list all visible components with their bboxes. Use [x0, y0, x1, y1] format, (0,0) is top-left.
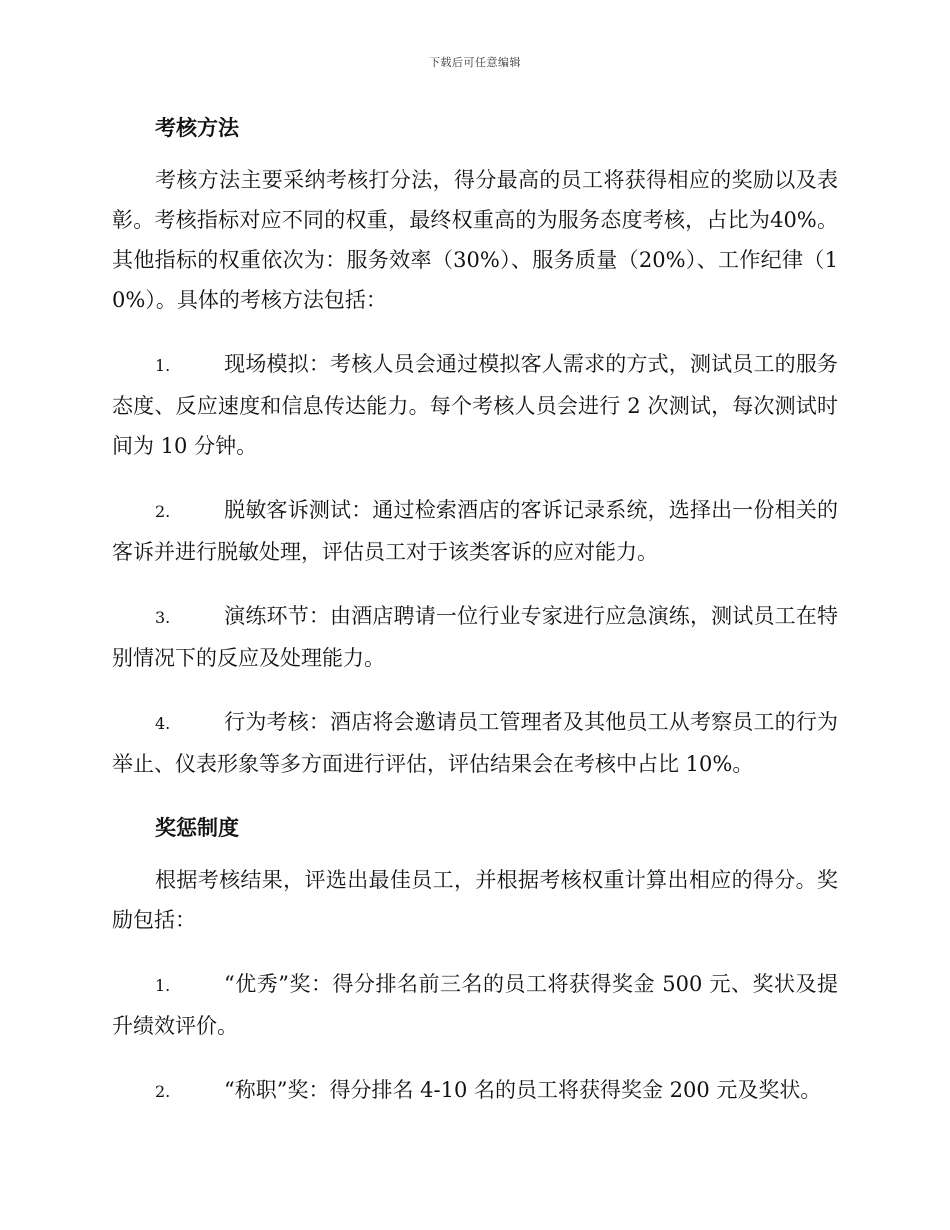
list-item-text: 演练环节：由酒店聘请一位行业专家进行应急演练，测试员工在特别情况下的反应及处理能力。 [112, 604, 838, 670]
page-header: 下载后可任意编辑 [429, 56, 521, 69]
list-number: 4. [155, 714, 171, 733]
document-body [112, 108, 838, 1136]
list-number: 2. [155, 502, 171, 521]
rewards-intro-paragraph: 根据考核结果，评选出最佳员工，并根据考核权重计算出相应的得分。奖励包括： [112, 868, 838, 932]
list-item [112, 596, 838, 678]
list-item-text: “称职”奖：得分排名 4-10 名的员工将获得奖金 200 元及奖状。 [224, 1078, 822, 1102]
list-number: 1. [155, 356, 171, 375]
list-item [112, 964, 838, 1046]
list-item [112, 1070, 838, 1112]
section-heading-rewards: 奖惩制度 [155, 816, 239, 840]
list-item [112, 490, 838, 572]
list-number: 1. [155, 976, 171, 995]
list-item-text: 脱敏客诉测试：通过检索酒店的客诉记录系统，选择出一份相关的客诉并进行脱敏处理，评估员工对于该类客诉的应对能力。 [112, 498, 838, 564]
list-item [112, 344, 838, 466]
list-item [112, 702, 838, 784]
list-number: 2. [155, 1082, 171, 1101]
assessment-intro-paragraph: 考核方法主要采纳考核打分法，得分最高的员工将获得相应的奖励以及表彰。考核指标对应不同的权重，最终权重高的为服务态度考核，占比为40%。其他指标的权重依次为：服务效率（30%）、服务质量（20%）、工作纪律（10%）。具体的考核方法包括： [112, 168, 838, 312]
list-item-text: 现场模拟：考核人员会通过模拟客人需求的方式，测试员工的服务态度、反应速度和信息传达能力。每个考核人员会进行 2 次测试，每次测试时间为 10 分钟。 [112, 352, 838, 458]
list-item-text: 行为考核：酒店将会邀请员工管理者及其他员工从考察员工的行为举止、仪表形象等多方面进行评估，评估结果会在考核中占比 10%。 [112, 710, 838, 776]
list-item-text: “优秀”奖：得分排名前三名的员工将获得奖金 500 元、奖状及提升绩效评价。 [112, 972, 838, 1038]
section-heading-assessment: 考核方法 [155, 116, 239, 140]
list-number: 3. [155, 608, 171, 627]
